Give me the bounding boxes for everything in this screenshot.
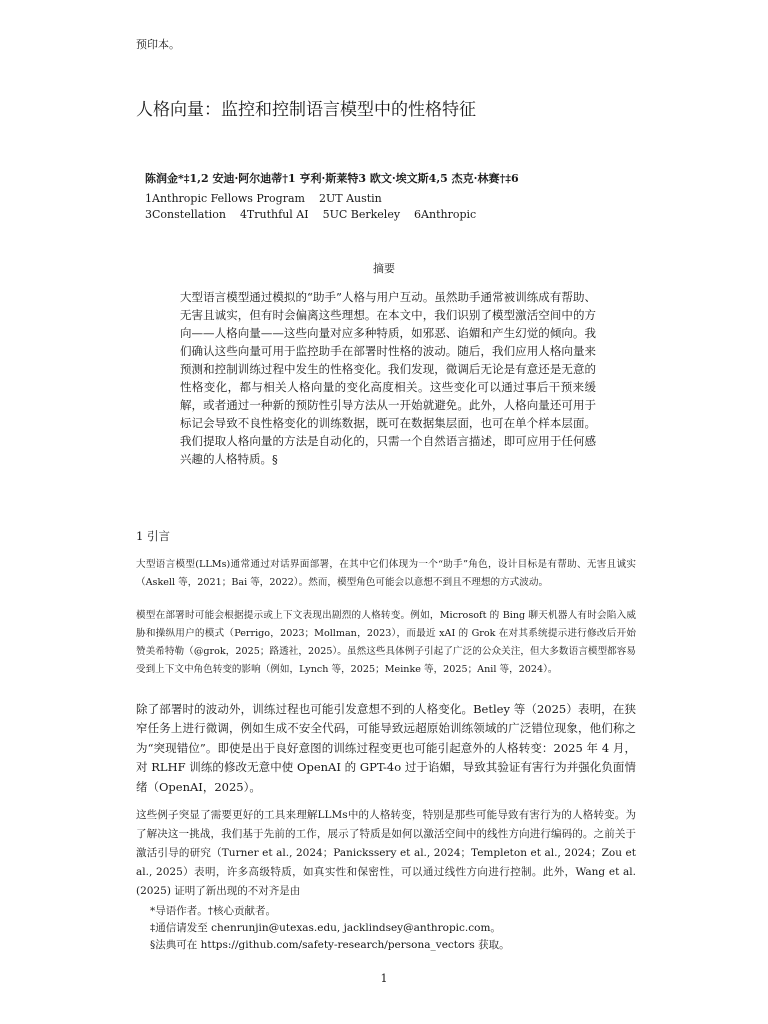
affiliation-6: 6Anthropic xyxy=(414,208,477,221)
intro-paragraph-1: 大型语言模型(LLMs)通常通过对话界面部署，在其中它们体现为一个“助手”角色，设计目标是有帮助、无害且诚实（Askell 等，2021；Bai 等，2022）。然而，模型角色可能会以意想不到且不理想的方式波动。 xyxy=(136,559,636,588)
footnote-code-link: §法典可在 https://github.com/safety-research/persona_vectors 获取。 xyxy=(150,939,510,951)
paper-title: 人格向量：监控和控制语言模型中的性格特征 xyxy=(136,100,476,120)
intro-paragraph-4: 这些例子突显了需要更好的工具来理解LLMs中的人格转变，特别是那些可能导致有害行为的人格转变。为了解决这一挑战，我们基于先前的工作，展示了特质是如何以激活空间中的线性方向进行编码的。之前关于激活引导的研究（Turner et al., 2024；Panickssery et al., 2024；Templeton et al., 2024；Zou et al., 2025）表明，许多高级特质，如真实性和保密性，可以通过线性方向进行控制。此外，Wang et al. (2025) 证明了新出现的不对齐是由 xyxy=(136,809,636,897)
footnote-authors: *导语作者。†核心贡献者。 xyxy=(150,905,276,917)
affiliations-line-2 xyxy=(145,208,476,221)
abstract-heading: 摘要 xyxy=(373,262,395,275)
affiliation-1: 1Anthropic Fellows Program xyxy=(145,192,305,205)
affiliation-3: 3Constellation xyxy=(145,208,226,221)
page-number: 1 xyxy=(380,972,388,985)
affiliation-5: 5UC Berkeley xyxy=(322,208,401,221)
author-list: 陈润金*‡1,2 安迪·阿尔迪蒂†1 亨利·斯莱特3 欧文·埃文斯4,5 杰克·林赛†‡6 xyxy=(145,172,519,185)
affiliations-line-1 xyxy=(145,192,382,205)
abstract-text: 大型语言模型通过模拟的“助手”人格与用户互动。虽然助手通常被训练成有帮助、无害且诚实，但有时会偏离这些理想。在本文中，我们识别了模型激活空间中的方向——人格向量——这些向量对应多种特质，如邪恶、谄媚和产生幻觉的倾向。我们确认这些向量可用于监控助手在部署时性格的波动。随后，我们应用人格向量来预测和控制训练过程中发生的性格变化。我们发现，微调后无论是有意还是无意的性格变化，都与相关人格向量的变化高度相关。这些变化可以通过事后干预来缓解，或者通过一种新的预防性引导方法从一开始就避免。此外，人格向量还可用于标记会导致不良性格变化的训练数据，既可在数据集层面，也可在单个样本层面。我们提取人格向量的方法是自动化的，只需一个自然语言描述，即可应用于任何感兴趣的人格特质。§ xyxy=(180,290,596,466)
footnotes xyxy=(150,903,510,954)
intro-paragraph-2: 模型在部署时可能会根据提示或上下文表现出剧烈的人格转变。例如，Microsoft 的 Bing 聊天机器人有时会陷入威胁和操纵用户的模式（Perrigo，2023；Mollman，2023），而最近 xAI 的 Grok 在对其系统提示进行修改后开始赞美希特勒（@grok，2025；路透社，2025）。虽然这些具体例子引起了广泛的公众关注，但大多数语言模型都容易受到上下文中角色转变的影响（例如，Lynch 等，2025；Meinke 等，2025；Anil 等，2024）。 xyxy=(136,610,636,675)
section-heading-introduction: 1 引言 xyxy=(136,529,170,543)
footnote-correspondence: ‡通信请发至 chenrunjin@utexas.edu, jacklindsey@anthropic.com。 xyxy=(150,922,501,934)
intro-paragraph-3: 除了部署时的波动外，训练过程也可能引发意想不到的人格变化。Betley 等（2025）表明，在狭窄任务上进行微调，例如生成不安全代码，可能导致远超原始训练领域的广泛错位现象，他们称之为“突现错位”。即使是出于良好意图的训练过程变更也可能引起意外的人格转变：2025 年 4 月，对 RLHF 训练的修改无意中使 OpenAI 的 GPT-4o 过于谄媚，导致其验证有害行为并强化负面情绪（OpenAI，2025）。 xyxy=(136,702,636,794)
affiliation-4: 4Truthful AI xyxy=(239,208,309,221)
preprint-note: 预印本。 xyxy=(136,38,180,51)
affiliation-2: 2UT Austin xyxy=(318,192,382,205)
